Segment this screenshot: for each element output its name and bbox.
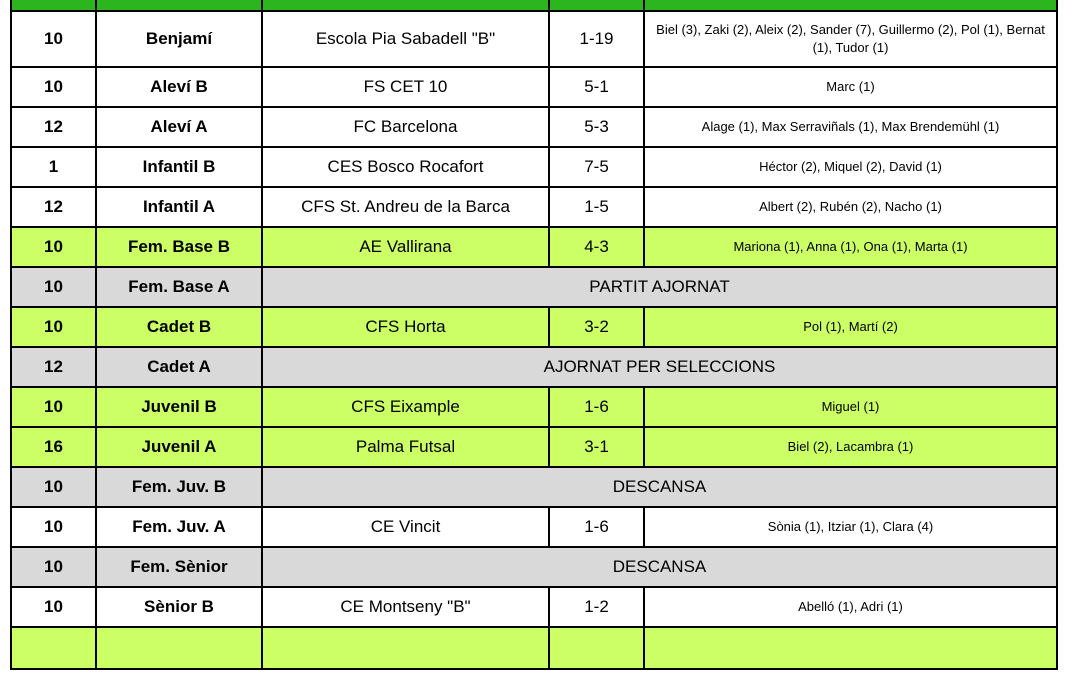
category-cell: Fem. Base A [96, 267, 262, 307]
score-cell: 5-3 [549, 107, 644, 147]
opponent-cell: FS CET 10 [262, 67, 549, 107]
matchday-cell: 1 [11, 147, 96, 187]
opponent-cell: Escola Pia Sabadell "B" [262, 11, 549, 67]
table-row [11, 187, 1057, 227]
score-cell: 1-6 [549, 507, 644, 547]
category-cell: Fem. Juv. A [96, 507, 262, 547]
scorers-cell: Miguel (1) [644, 387, 1057, 427]
scorers-cell: Pol (1), Martí (2) [644, 307, 1057, 347]
opponent-cell: CFS Eixample [262, 387, 549, 427]
status-cell: AJORNAT PER SELECCIONS [262, 347, 1057, 387]
score-cell: 1-5 [549, 187, 644, 227]
table-row [11, 627, 1057, 669]
matchday-cell: 16 [11, 427, 96, 467]
empty-cell [262, 627, 549, 669]
header-cell [549, 0, 644, 11]
category-cell: Fem. Sènior [96, 547, 262, 587]
table-row [11, 11, 1057, 67]
matchday-cell: 10 [11, 467, 96, 507]
category-cell: Benjamí [96, 11, 262, 67]
matchday-cell: 10 [11, 587, 96, 627]
category-cell: Cadet B [96, 307, 262, 347]
scorers-cell: Mariona (1), Anna (1), Ona (1), Marta (1) [644, 227, 1057, 267]
table-row [11, 507, 1057, 547]
empty-cell [11, 627, 96, 669]
score-cell: 5-1 [549, 67, 644, 107]
score-cell: 1-2 [549, 587, 644, 627]
opponent-cell: AE Vallirana [262, 227, 549, 267]
scorers-cell: Héctor (2), Miquel (2), David (1) [644, 147, 1057, 187]
matchday-cell: 10 [11, 547, 96, 587]
scorers-cell: Marc (1) [644, 67, 1057, 107]
table-row [11, 227, 1057, 267]
scorers-cell: Abelló (1), Adri (1) [644, 587, 1057, 627]
header-cell [644, 0, 1057, 11]
table-row [11, 587, 1057, 627]
scorers-cell: Alage (1), Max Serraviñals (1), Max Brendemühl (1) [644, 107, 1057, 147]
category-cell: Fem. Juv. B [96, 467, 262, 507]
matchday-cell: 12 [11, 347, 96, 387]
table-row [11, 107, 1057, 147]
score-cell: 4-3 [549, 227, 644, 267]
matchday-cell: 10 [11, 11, 96, 67]
category-cell: Aleví A [96, 107, 262, 147]
table-row [11, 387, 1057, 427]
empty-cell [549, 627, 644, 669]
matchday-cell: 10 [11, 267, 96, 307]
results-table [10, 0, 1058, 670]
matchday-cell: 12 [11, 107, 96, 147]
category-cell: Aleví B [96, 67, 262, 107]
matchday-cell: 10 [11, 67, 96, 107]
table-row [11, 147, 1057, 187]
scorers-cell: Biel (2), Lacambra (1) [644, 427, 1057, 467]
table-row [11, 67, 1057, 107]
header-cell [262, 0, 549, 11]
status-cell: DESCANSA [262, 467, 1057, 507]
score-cell: 3-2 [549, 307, 644, 347]
opponent-cell: Palma Futsal [262, 427, 549, 467]
status-cell: DESCANSA [262, 547, 1057, 587]
empty-cell [644, 627, 1057, 669]
table-row [11, 547, 1057, 587]
matchday-cell: 12 [11, 187, 96, 227]
category-cell: Cadet A [96, 347, 262, 387]
matchday-cell: 10 [11, 387, 96, 427]
status-cell: PARTIT AJORNAT [262, 267, 1057, 307]
table-row [11, 467, 1057, 507]
table-row [11, 307, 1057, 347]
score-cell: 3-1 [549, 427, 644, 467]
category-cell: Infantil B [96, 147, 262, 187]
category-cell: Infantil A [96, 187, 262, 227]
category-cell: Fem. Base B [96, 227, 262, 267]
opponent-cell: CES Bosco Rocafort [262, 147, 549, 187]
table-row [11, 427, 1057, 467]
opponent-cell: CFS St. Andreu de la Barca [262, 187, 549, 227]
matchday-cell: 10 [11, 507, 96, 547]
table-row [11, 347, 1057, 387]
empty-cell [96, 627, 262, 669]
opponent-cell: FC Barcelona [262, 107, 549, 147]
score-cell: 1-19 [549, 11, 644, 67]
table-row [11, 267, 1057, 307]
matchday-cell: 10 [11, 307, 96, 347]
category-cell: Sènior B [96, 587, 262, 627]
score-cell: 1-6 [549, 387, 644, 427]
header-cell [11, 0, 96, 11]
header-row [11, 0, 1057, 11]
opponent-cell: CE Montseny "B" [262, 587, 549, 627]
scorers-cell: Sònia (1), Itziar (1), Clara (4) [644, 507, 1057, 547]
scorers-cell: Albert (2), Rubén (2), Nacho (1) [644, 187, 1057, 227]
category-cell: Juvenil B [96, 387, 262, 427]
score-cell: 7-5 [549, 147, 644, 187]
opponent-cell: CFS Horta [262, 307, 549, 347]
scorers-cell: Biel (3), Zaki (2), Aleix (2), Sander (7), Guillermo (2), Pol (1), Bernat (1), Tudor (1) [644, 11, 1057, 67]
opponent-cell: CE Vincit [262, 507, 549, 547]
matchday-cell: 10 [11, 227, 96, 267]
header-cell [96, 0, 262, 11]
category-cell: Juvenil A [96, 427, 262, 467]
